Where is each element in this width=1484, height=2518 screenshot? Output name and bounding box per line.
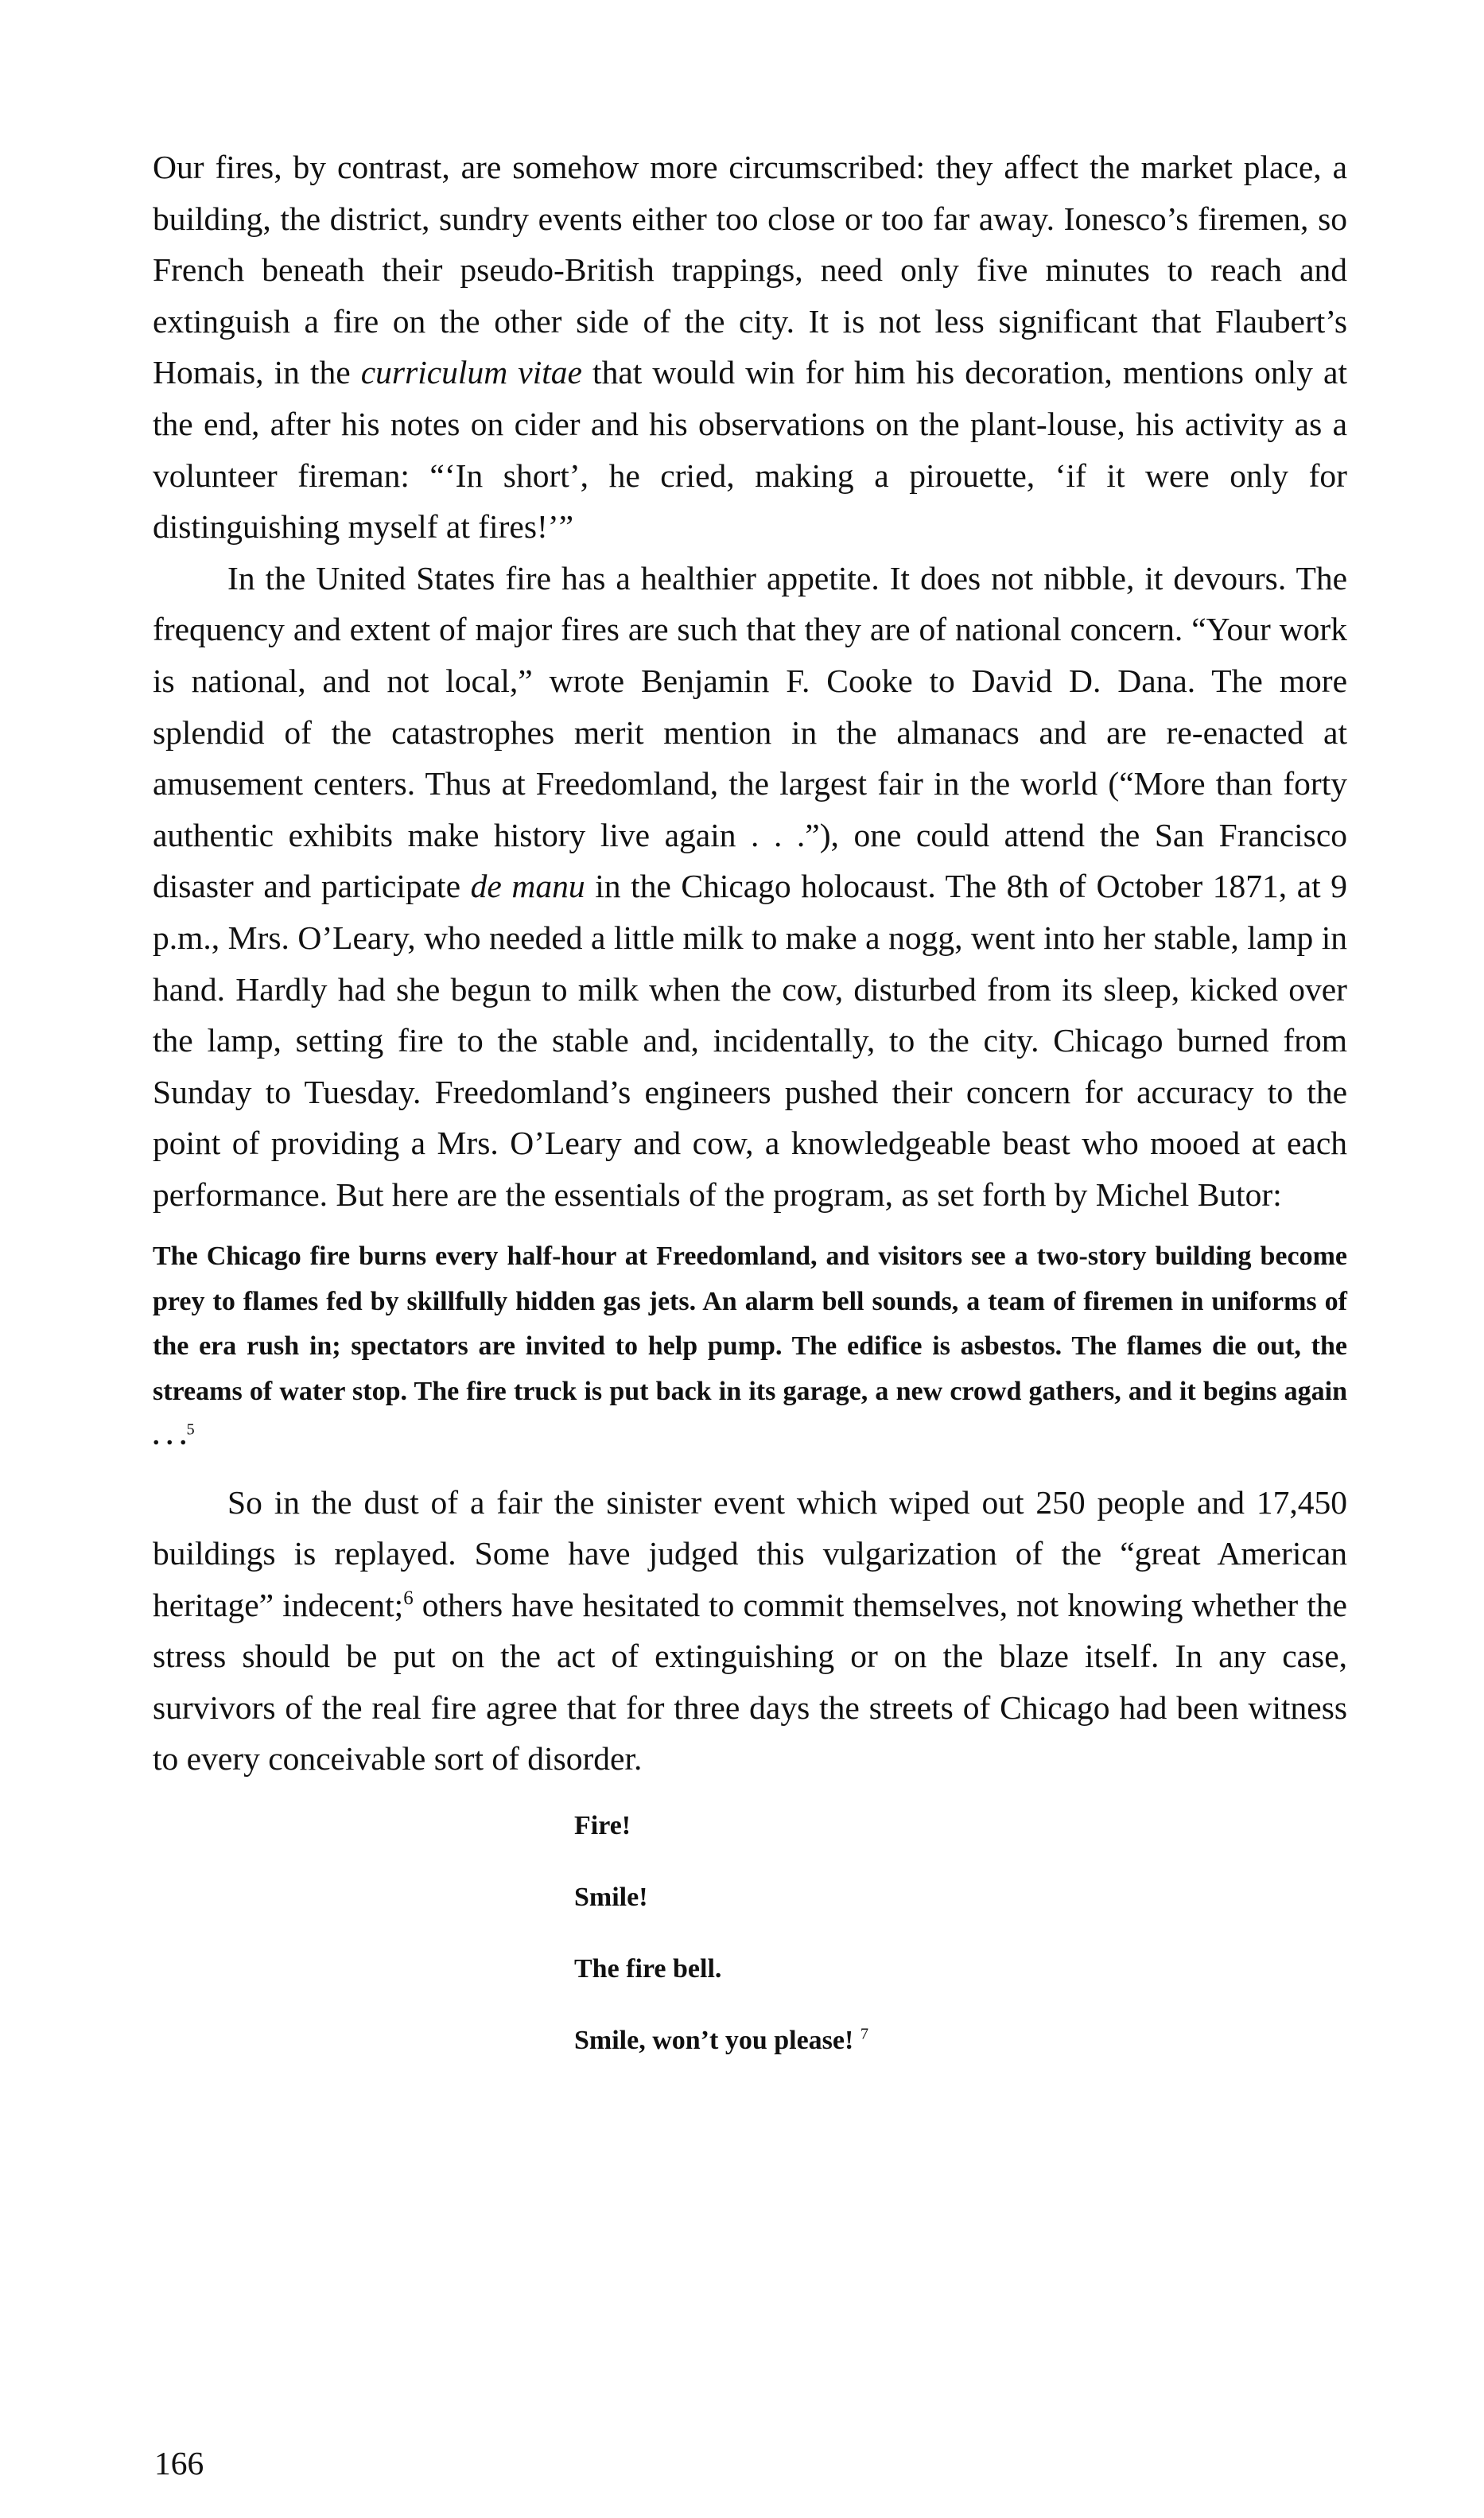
paragraph-united-states: In the United States fire has a healthier appetite. It does not nibble, it devours. The frequency and extent of major fires are such that they are of national concern. “Your work is national, and not local,” wrote Benjamin F. Cooke to David D. Dana. The more splendid of the catastrophes merit mention in the almanacs and are re-enacted at amusement centers. Thus at Freedomland, the largest fair in the world (“More than forty authentic exhibits make history live again . . .”), one could attend the San Francisco disaster and participate de manu in the Chicago holocaust. The 8th of October 1871, at 9 p.m., Mrs. O’Leary, who needed a little milk to make a nogg, went into her stable, lamp in hand. Hardly had she begun to milk when the cow, disturbed from its sleep, kicked over the lamp, setting fire to the stable and, incidentally, to the city. Chicago burned from Sunday to Tuesday. Freedomland’s engineers pushed their concern for accuracy to the point of providing a Mrs. O’Leary and cow, a knowledgeable beast who mooed at each performance. But here are the essentials of the program, as set forth by Michel Butor:: [153, 559, 1348, 1213]
block-quote-butor: The Chicago fire burns every half-hour at Freedomland, and visitors see a two-story building become prey to flames fed by skillfully hidden gas jets. An alarm bell sounds, a team of firemen in uniforms of the era rush in; spectators are invited to help pump. The edifice is asbestos. The flames die out, the streams of water stop. The fire truck is put back in its garage, a new crowd gathers, and it begins again . . .$^5$: [153, 1242, 1347, 1451]
page-number: 166: [154, 2445, 204, 2481]
book-page: [153, 142, 1347, 2093]
footnote-marker-6: 6: [403, 1587, 414, 1609]
verse-block: [574, 1807, 1347, 2093]
paragraph-dust-of-a-fair: So in the dust of a fair the sinister event which wiped out 250 people and 17,450 buildings is replayed. Some have judged this vulgarization of the “great American heritage” indecent;$^6$ others have hesitated to commit themselves, not knowing whether the stress should be put on the act of extinguishing or on the blaze itself. In any case, survivors of the real fire agree that for three days the streets of Chicago had been witness to every conceivable sort of disorder.: [153, 1483, 1347, 1778]
footnote-marker-7: 7: [860, 2025, 869, 2043]
italic-curriculum-vitae: curriculum vitae: [360, 354, 582, 391]
verse-line-last: Smile, won’t you please! $^7$: [574, 2025, 869, 2056]
italic-de-manu: de manu: [470, 868, 585, 905]
verse-line: Smile!: [574, 1883, 648, 1913]
footnote-marker-5: 5: [186, 1420, 195, 1439]
paragraph-our-fires: Our fires, by contrast, are somehow more circumscribed: they affect the market place, a building, the district, sundry events either too close or too far away. Ionesco’s firemen, so French beneath their pseudo-British trappings, need only five minutes to reach and extinguish a fire on the other side of the city. It is not less significant that Flaubert’s Homais, in the curriculum vitae that would win for him his decoration, mentions only at the end, after his notes on cider and his observations on the plant-louse, his activity as a volunteer fireman: “‘In short’, he cried, making a pirouette, ‘if it were only for distinguishing myself at fires!’”: [153, 149, 1347, 546]
verse-line: The fire bell.: [574, 1954, 722, 1984]
verse-line: Fire!: [574, 1811, 631, 1841]
